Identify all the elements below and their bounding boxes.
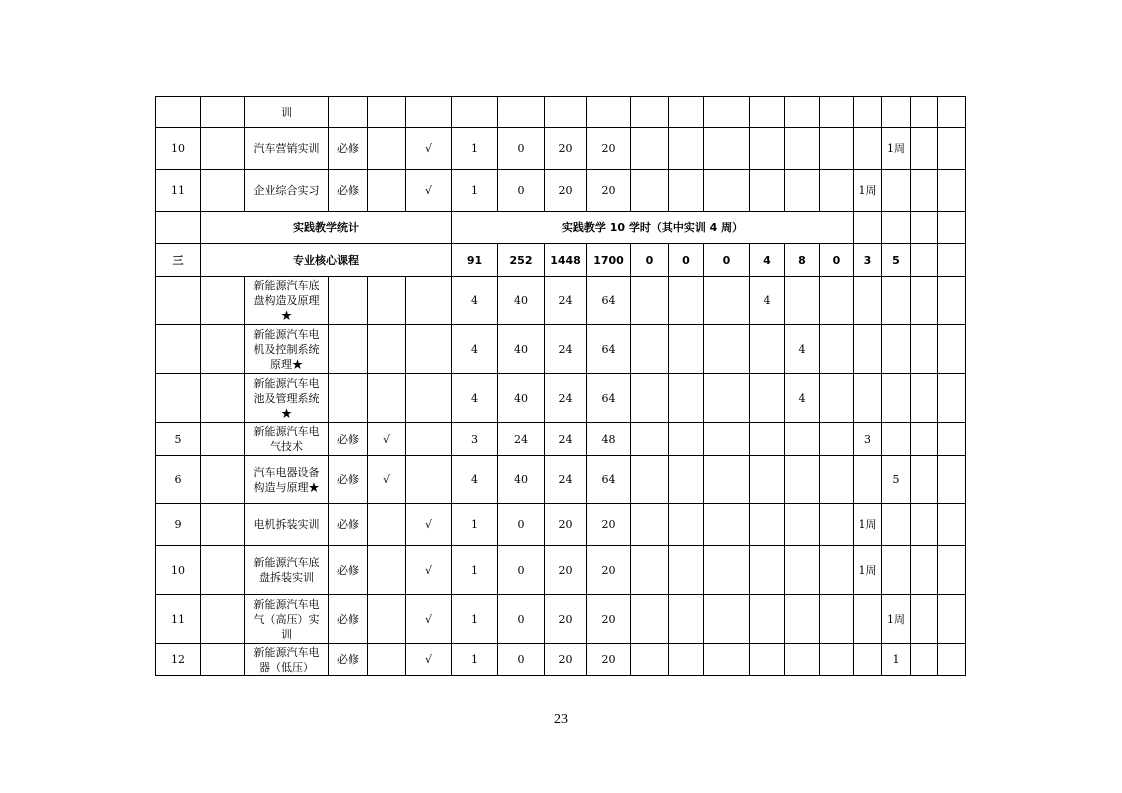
table-row	[156, 277, 966, 325]
semester-cell	[631, 374, 669, 423]
exam-mark	[368, 644, 406, 676]
row-number	[156, 325, 201, 374]
section-value: 4	[750, 244, 785, 277]
semester-cell	[911, 423, 938, 456]
semester-cell	[854, 644, 882, 676]
row-blank	[201, 97, 245, 128]
credit: 4	[452, 456, 498, 504]
table-row	[156, 128, 966, 170]
semester-cell	[704, 456, 750, 504]
total-hours: 20	[587, 504, 631, 546]
course-type	[329, 325, 368, 374]
total-hours: 48	[587, 423, 631, 456]
row-blank	[201, 595, 245, 644]
semester-cell	[631, 456, 669, 504]
semester-cell	[911, 277, 938, 325]
semester-cell	[631, 504, 669, 546]
semester-cell	[938, 546, 966, 595]
row-number: 12	[156, 644, 201, 676]
semester-cell	[669, 97, 704, 128]
semester-cell	[882, 546, 911, 595]
semester-cell	[785, 595, 820, 644]
theory-hours: 0	[498, 128, 545, 170]
exam-mark	[368, 277, 406, 325]
row-number: 11	[156, 170, 201, 212]
credit: 4	[452, 277, 498, 325]
total-hours: 20	[587, 170, 631, 212]
semester-cell	[911, 595, 938, 644]
semester-cell	[882, 277, 911, 325]
semester-cell	[631, 277, 669, 325]
semester-cell	[750, 546, 785, 595]
check-mark: √	[406, 644, 452, 676]
course-type	[329, 374, 368, 423]
credit: 1	[452, 170, 498, 212]
semester-cell	[938, 325, 966, 374]
section-value: 0	[631, 244, 669, 277]
check-mark	[406, 423, 452, 456]
section-value: 3	[854, 244, 882, 277]
row-number: 11	[156, 595, 201, 644]
theory-hours: 0	[498, 504, 545, 546]
semester-cell	[911, 504, 938, 546]
total-hours: 64	[587, 277, 631, 325]
table-row	[156, 325, 966, 374]
credit: 4	[452, 374, 498, 423]
check-mark	[406, 456, 452, 504]
theory-hours: 0	[498, 595, 545, 644]
practice-hours: 20	[545, 504, 587, 546]
theory-hours	[498, 97, 545, 128]
semester-cell	[820, 644, 854, 676]
semester-cell	[669, 374, 704, 423]
table-row	[156, 546, 966, 595]
summary-cell	[911, 212, 938, 244]
summary-text: 实践教学 10 学时（其中实训 4 周）	[452, 212, 854, 244]
course-type: 必修	[329, 423, 368, 456]
row-blank	[201, 504, 245, 546]
total-hours: 64	[587, 374, 631, 423]
semester-cell	[882, 170, 911, 212]
table-row	[156, 595, 966, 644]
semester-cell	[631, 97, 669, 128]
practice-hours: 24	[545, 277, 587, 325]
credit: 1	[452, 504, 498, 546]
semester-cell	[669, 170, 704, 212]
check-mark	[406, 97, 452, 128]
course-type: 必修	[329, 456, 368, 504]
practice-hours: 20	[545, 128, 587, 170]
theory-hours: 40	[498, 456, 545, 504]
semester-cell: 3	[854, 423, 882, 456]
course-name: 汽车营销实训	[245, 128, 329, 170]
semester-cell: 1周	[882, 128, 911, 170]
course-type: 必修	[329, 644, 368, 676]
semester-cell	[704, 170, 750, 212]
semester-cell	[750, 504, 785, 546]
semester-cell	[704, 277, 750, 325]
semester-cell	[938, 456, 966, 504]
course-name: 新能源汽车底盘拆装实训	[245, 546, 329, 595]
course-name: 训	[245, 97, 329, 128]
row-blank	[201, 170, 245, 212]
course-plan-table	[155, 96, 966, 676]
semester-cell	[882, 423, 911, 456]
check-mark	[406, 325, 452, 374]
theory-hours: 24	[498, 423, 545, 456]
credit: 3	[452, 423, 498, 456]
semester-cell	[882, 325, 911, 374]
practice-hours: 24	[545, 374, 587, 423]
semester-cell	[704, 374, 750, 423]
practice-hours: 24	[545, 423, 587, 456]
row-number: 9	[156, 504, 201, 546]
section-value: 252	[498, 244, 545, 277]
course-type	[329, 277, 368, 325]
theory-hours: 0	[498, 546, 545, 595]
exam-mark	[368, 374, 406, 423]
course-name: 新能源汽车电机及控制系统原理★	[245, 325, 329, 374]
course-type	[329, 97, 368, 128]
practice-hours: 24	[545, 325, 587, 374]
semester-cell	[704, 128, 750, 170]
table-row	[156, 456, 966, 504]
semester-cell	[820, 97, 854, 128]
semester-cell	[785, 423, 820, 456]
theory-hours: 40	[498, 277, 545, 325]
row-number	[156, 97, 201, 128]
semester-cell	[704, 423, 750, 456]
semester-cell	[938, 423, 966, 456]
practice-hours: 20	[545, 546, 587, 595]
credit: 1	[452, 128, 498, 170]
course-type: 必修	[329, 504, 368, 546]
section-number: 三	[156, 244, 201, 277]
semester-cell	[938, 128, 966, 170]
table-row	[156, 423, 966, 456]
semester-cell	[820, 456, 854, 504]
semester-cell	[669, 277, 704, 325]
semester-cell	[785, 644, 820, 676]
semester-cell	[854, 128, 882, 170]
section-value: 0	[669, 244, 704, 277]
course-name: 汽车电器设备构造与原理★	[245, 456, 329, 504]
semester-cell: 4	[785, 325, 820, 374]
section-value: 1700	[587, 244, 631, 277]
semester-cell	[704, 644, 750, 676]
semester-cell	[785, 97, 820, 128]
exam-mark	[368, 128, 406, 170]
exam-mark	[368, 325, 406, 374]
table-row	[156, 374, 966, 423]
exam-mark: √	[368, 456, 406, 504]
semester-cell: 4	[785, 374, 820, 423]
semester-cell	[704, 325, 750, 374]
section-value	[911, 244, 938, 277]
row-blank	[201, 325, 245, 374]
semester-cell: 1	[882, 644, 911, 676]
semester-cell	[820, 170, 854, 212]
practice-hours: 20	[545, 595, 587, 644]
summary-label: 实践教学统计	[201, 212, 452, 244]
semester-cell	[704, 504, 750, 546]
check-mark	[406, 374, 452, 423]
section-title: 专业核心课程	[201, 244, 452, 277]
semester-cell	[631, 128, 669, 170]
check-mark: √	[406, 595, 452, 644]
exam-mark	[368, 170, 406, 212]
semester-cell	[631, 325, 669, 374]
semester-cell	[882, 374, 911, 423]
semester-cell	[669, 595, 704, 644]
course-type: 必修	[329, 546, 368, 595]
semester-cell	[938, 374, 966, 423]
check-mark: √	[406, 546, 452, 595]
semester-cell	[911, 128, 938, 170]
semester-cell	[785, 456, 820, 504]
semester-cell	[631, 423, 669, 456]
course-name: 电机拆装实训	[245, 504, 329, 546]
practice-hours: 24	[545, 456, 587, 504]
semester-cell	[911, 456, 938, 504]
semester-cell	[750, 374, 785, 423]
semester-cell	[820, 128, 854, 170]
semester-cell	[631, 595, 669, 644]
summary-cell	[854, 212, 882, 244]
semester-cell	[820, 325, 854, 374]
semester-cell	[785, 128, 820, 170]
semester-cell	[911, 325, 938, 374]
theory-hours: 0	[498, 644, 545, 676]
semester-cell	[938, 97, 966, 128]
total-hours: 20	[587, 546, 631, 595]
semester-cell	[669, 504, 704, 546]
course-name: 企业综合实习	[245, 170, 329, 212]
semester-cell	[820, 374, 854, 423]
exam-mark	[368, 97, 406, 128]
semester-cell	[750, 128, 785, 170]
semester-cell: 1周	[854, 504, 882, 546]
semester-cell	[631, 644, 669, 676]
check-mark: √	[406, 504, 452, 546]
summary-blank	[156, 212, 201, 244]
semester-cell	[854, 325, 882, 374]
credit: 4	[452, 325, 498, 374]
semester-cell	[669, 644, 704, 676]
semester-cell	[669, 546, 704, 595]
total-hours: 64	[587, 325, 631, 374]
semester-cell	[750, 423, 785, 456]
course-type: 必修	[329, 170, 368, 212]
semester-cell	[854, 595, 882, 644]
semester-cell	[750, 325, 785, 374]
semester-cell	[854, 97, 882, 128]
semester-cell: 5	[882, 456, 911, 504]
semester-cell	[938, 170, 966, 212]
semester-cell	[820, 504, 854, 546]
section-value: 1448	[545, 244, 587, 277]
course-name: 新能源汽车电器（低压）	[245, 644, 329, 676]
semester-cell	[911, 644, 938, 676]
total-hours: 64	[587, 456, 631, 504]
summary-cell	[882, 212, 911, 244]
semester-cell	[669, 325, 704, 374]
course-name: 新能源汽车电池及管理系统★	[245, 374, 329, 423]
practice-hours: 20	[545, 644, 587, 676]
semester-cell	[750, 644, 785, 676]
course-name: 新能源汽车电气（高压）实训	[245, 595, 329, 644]
row-blank	[201, 546, 245, 595]
practice-hours	[545, 97, 587, 128]
semester-cell	[820, 546, 854, 595]
semester-cell: 4	[750, 277, 785, 325]
theory-hours: 40	[498, 374, 545, 423]
total-hours: 20	[587, 128, 631, 170]
semester-cell	[785, 504, 820, 546]
check-mark	[406, 277, 452, 325]
section-row	[156, 244, 966, 277]
semester-cell	[750, 170, 785, 212]
semester-cell	[704, 595, 750, 644]
semester-cell	[669, 456, 704, 504]
total-hours	[587, 97, 631, 128]
row-number: 6	[156, 456, 201, 504]
semester-cell	[911, 97, 938, 128]
exam-mark	[368, 504, 406, 546]
exam-mark: √	[368, 423, 406, 456]
total-hours: 20	[587, 595, 631, 644]
semester-cell	[750, 595, 785, 644]
semester-cell	[854, 277, 882, 325]
semester-cell	[669, 128, 704, 170]
semester-cell	[631, 546, 669, 595]
summary-row	[156, 212, 966, 244]
section-value: 5	[882, 244, 911, 277]
table-row	[156, 644, 966, 676]
row-blank	[201, 456, 245, 504]
row-number: 10	[156, 546, 201, 595]
semester-cell	[882, 504, 911, 546]
section-value: 0	[820, 244, 854, 277]
row-number: 10	[156, 128, 201, 170]
table-row	[156, 504, 966, 546]
exam-mark	[368, 595, 406, 644]
table-row	[156, 97, 966, 128]
row-number: 5	[156, 423, 201, 456]
semester-cell	[704, 97, 750, 128]
semester-cell	[631, 170, 669, 212]
course-name: 新能源汽车电气技术	[245, 423, 329, 456]
semester-cell	[854, 374, 882, 423]
total-hours: 20	[587, 644, 631, 676]
semester-cell	[938, 595, 966, 644]
row-blank	[201, 423, 245, 456]
semester-cell	[750, 97, 785, 128]
section-value	[938, 244, 966, 277]
credit: 1	[452, 546, 498, 595]
row-blank	[201, 128, 245, 170]
credit: 1	[452, 595, 498, 644]
theory-hours: 40	[498, 325, 545, 374]
credit: 1	[452, 644, 498, 676]
semester-cell	[938, 277, 966, 325]
row-blank	[201, 644, 245, 676]
course-type: 必修	[329, 128, 368, 170]
course-type: 必修	[329, 595, 368, 644]
row-number	[156, 277, 201, 325]
semester-cell	[750, 456, 785, 504]
semester-cell: 1周	[854, 170, 882, 212]
page-number: 23	[554, 712, 568, 727]
row-blank	[201, 277, 245, 325]
semester-cell	[882, 97, 911, 128]
semester-cell: 1周	[854, 546, 882, 595]
semester-cell	[938, 504, 966, 546]
semester-cell: 1周	[882, 595, 911, 644]
table-row	[156, 170, 966, 212]
credit	[452, 97, 498, 128]
exam-mark	[368, 546, 406, 595]
practice-hours: 20	[545, 170, 587, 212]
section-value: 91	[452, 244, 498, 277]
semester-cell	[938, 644, 966, 676]
semester-cell	[669, 423, 704, 456]
row-blank	[201, 374, 245, 423]
top-rows	[156, 97, 966, 212]
summary-section	[156, 212, 966, 277]
semester-cell	[911, 170, 938, 212]
semester-cell	[820, 423, 854, 456]
semester-cell	[785, 277, 820, 325]
row-number	[156, 374, 201, 423]
semester-cell	[854, 456, 882, 504]
semester-cell	[820, 595, 854, 644]
check-mark: √	[406, 170, 452, 212]
summary-cell	[938, 212, 966, 244]
semester-cell	[820, 277, 854, 325]
semester-cell	[704, 546, 750, 595]
theory-hours: 0	[498, 170, 545, 212]
semester-cell	[785, 546, 820, 595]
semester-cell	[785, 170, 820, 212]
section-value: 8	[785, 244, 820, 277]
check-mark: √	[406, 128, 452, 170]
section-value: 0	[704, 244, 750, 277]
bottom-rows	[156, 277, 966, 676]
course-name: 新能源汽车底盘构造及原理★	[245, 277, 329, 325]
semester-cell	[911, 546, 938, 595]
semester-cell	[911, 374, 938, 423]
